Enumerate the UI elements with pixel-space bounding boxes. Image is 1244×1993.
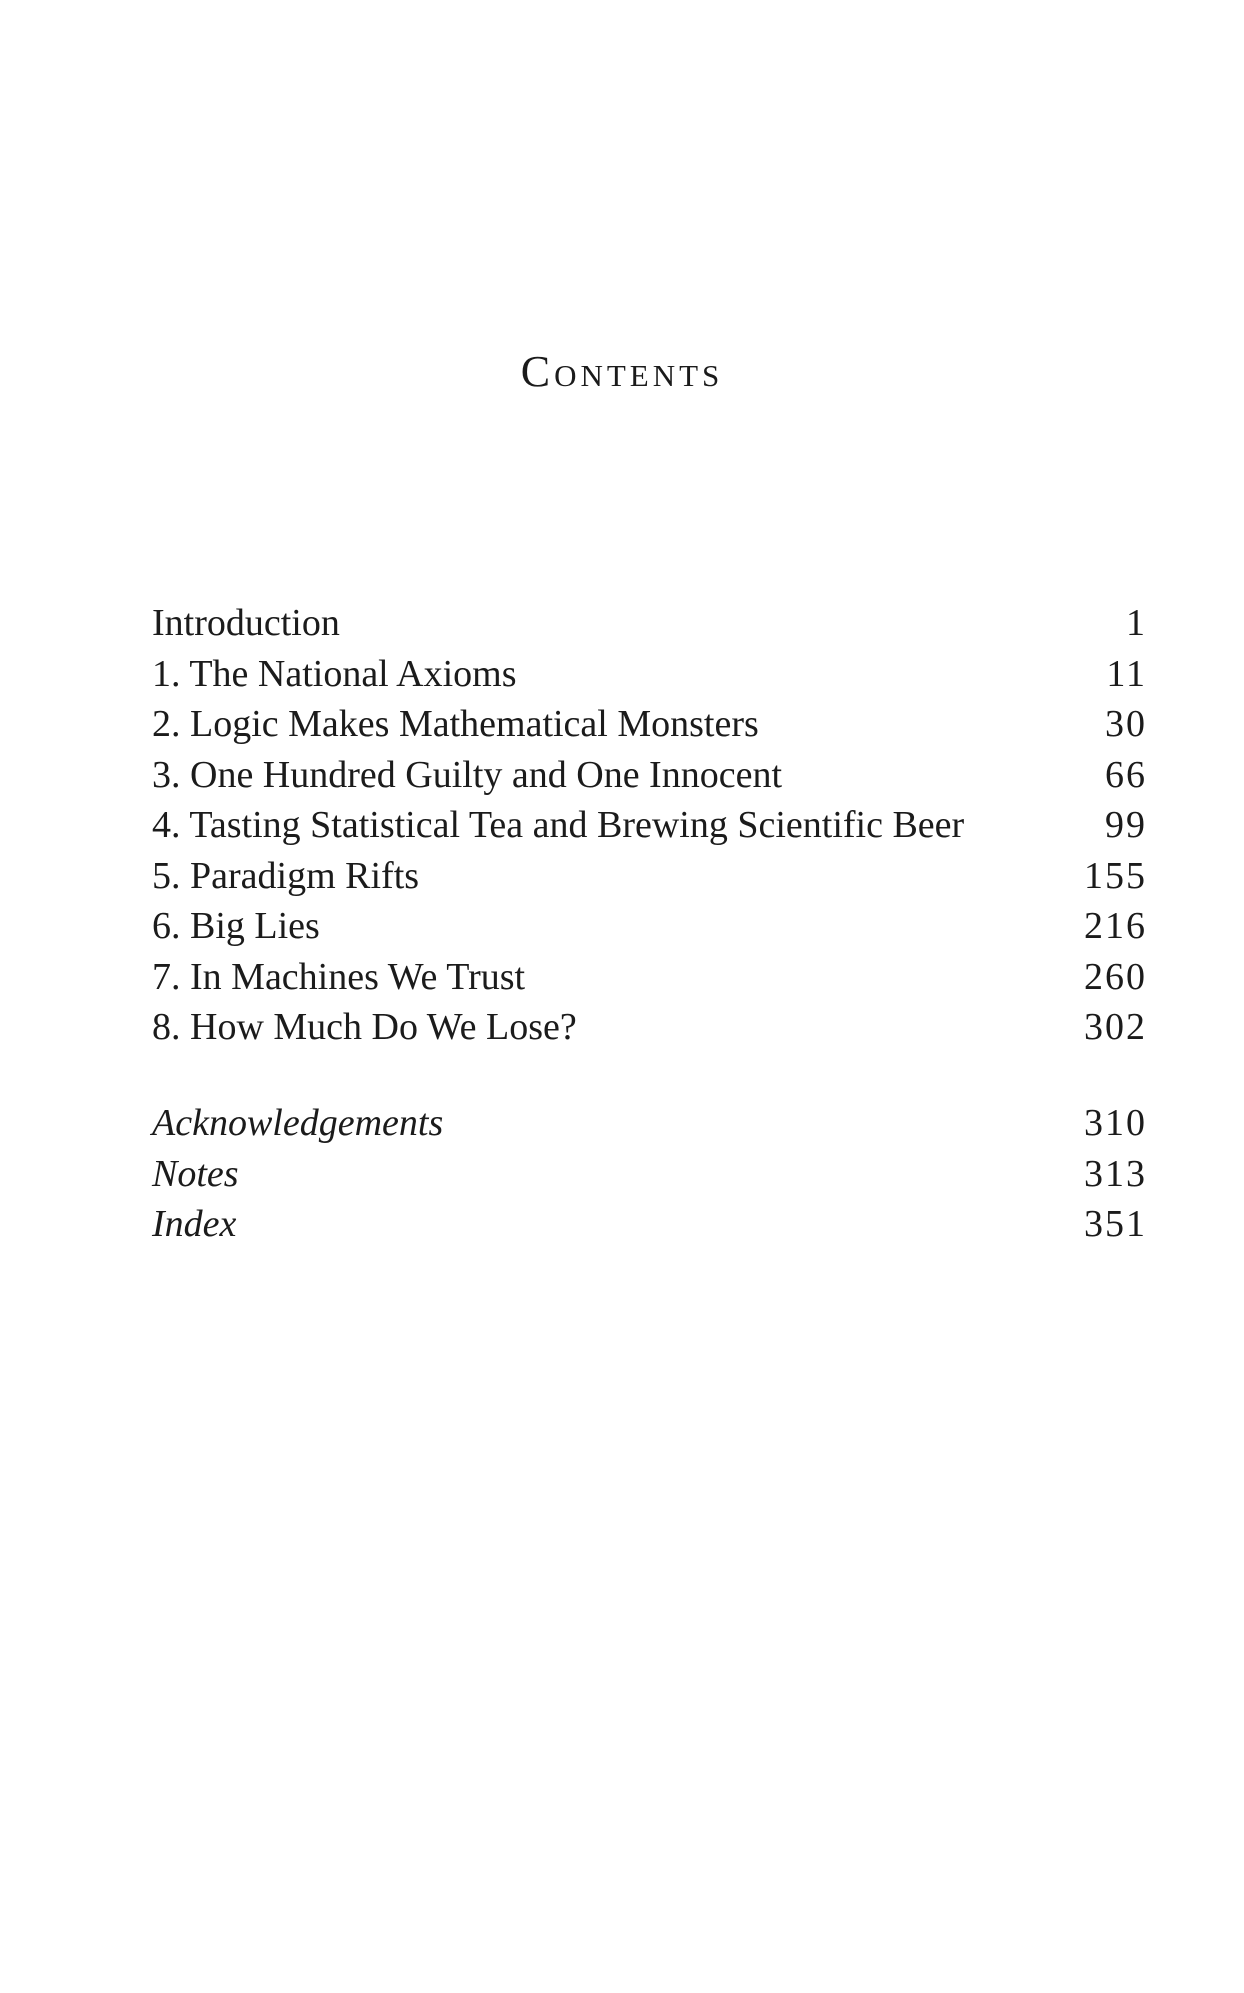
toc-entry-label: 3. One Hundred Guilty and One Innocent	[152, 753, 783, 796]
toc-entry-chapter-7[interactable]	[152, 952, 1147, 1003]
toc-entry-page: 351	[1084, 1203, 1147, 1245]
toc-entry-notes[interactable]	[152, 1149, 1147, 1200]
toc-entry-label: 2. Logic Makes Mathematical Monsters	[152, 703, 759, 745]
toc-entry-page: 260	[1084, 955, 1147, 998]
toc-entry-label: Index	[152, 1203, 237, 1245]
toc-entry-introduction[interactable]	[152, 598, 1147, 649]
toc-entry-chapter-1[interactable]	[152, 649, 1147, 700]
toc-entry-page: 11	[1106, 652, 1147, 695]
toc-entry-page: 99	[1105, 804, 1147, 846]
toc-entry-acknowledgements[interactable]	[152, 1098, 1147, 1149]
toc-entry-chapter-8[interactable]	[152, 1002, 1147, 1053]
toc-entry-label: 4. Tasting Statistical Tea and Brewing Scientific Beer	[152, 804, 965, 846]
toc-entry-page: 302	[1084, 1006, 1147, 1048]
toc-entry-label: Introduction	[152, 602, 340, 644]
toc-entry-chapter-4[interactable]	[152, 800, 1147, 851]
toc-entry-label: 8. How Much Do We Lose?	[152, 1006, 577, 1048]
toc-entry-chapter-6[interactable]	[152, 901, 1147, 952]
toc-entry-chapter-3[interactable]	[152, 750, 1147, 801]
toc-entry-label: 5. Paradigm Rifts	[152, 854, 420, 897]
toc-entry-page: 66	[1105, 753, 1147, 796]
toc-entry-label: 1. The National Axioms	[152, 652, 517, 695]
toc-entry-chapter-5[interactable]	[152, 851, 1147, 902]
toc-entry-page: 1	[1126, 602, 1147, 644]
toc-entry-label: 6. Big Lies	[152, 905, 320, 947]
toc-entry-page: 216	[1084, 905, 1147, 947]
toc-main-section	[152, 598, 1147, 1053]
page-title: Contents	[520, 347, 724, 396]
toc-back-matter-section	[152, 1098, 1147, 1250]
toc-entry-label: Notes	[152, 1152, 239, 1195]
toc-entry-label: 7. In Machines We Trust	[152, 955, 526, 998]
toc-entry-label: Acknowledgements	[152, 1102, 444, 1144]
toc-entry-index[interactable]	[152, 1199, 1147, 1250]
toc-entry-page: 313	[1084, 1152, 1147, 1195]
toc-entry-page: 155	[1084, 854, 1147, 897]
toc-entry-page: 310	[1084, 1102, 1147, 1144]
toc-entry-chapter-2[interactable]	[152, 699, 1147, 750]
toc-entry-page: 30	[1105, 703, 1147, 745]
